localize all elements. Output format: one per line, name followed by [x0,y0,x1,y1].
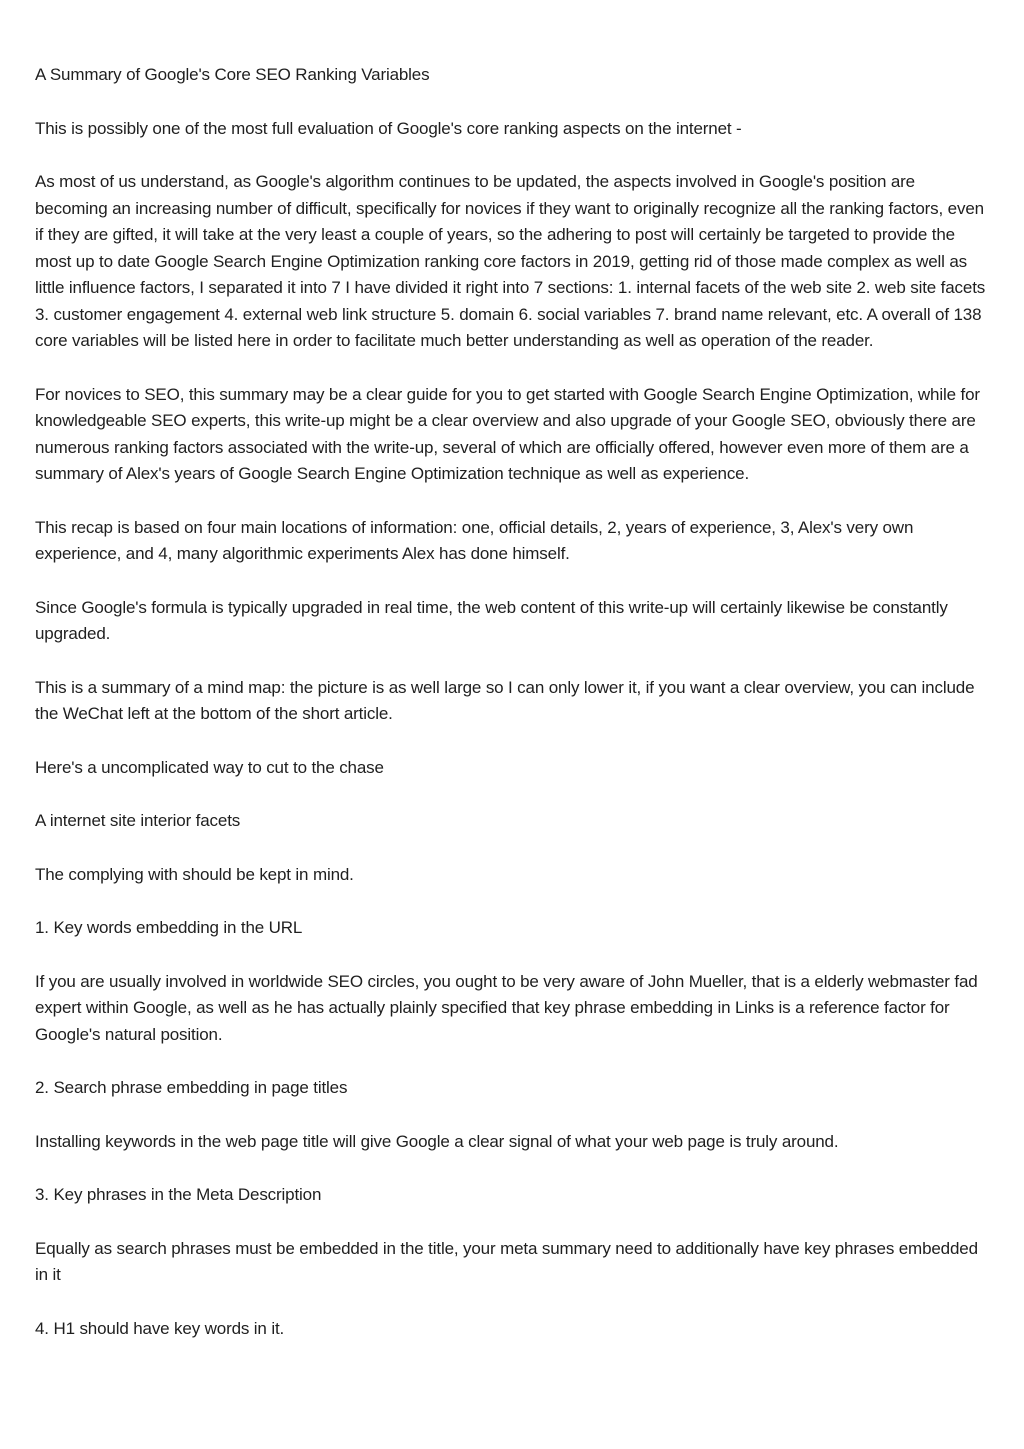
paragraph: This is possibly one of the most full evaluation of Google's core ranking aspects on the internet - [35,118,742,138]
paragraph: 4. H1 should have key words in it. [35,1318,285,1338]
paragraph: This recap is based on four main locations of information: one, official details, 2, years of experience, 3, Alex's very own experience, and 4, many algorithmic experiments Alex has done himself. [35,517,914,563]
paragraph: For novices to SEO, this summary may be a clear guide for you to get started with Google Search Engine Optimization, while for knowledgeable SEO experts, this write-up might be a clear overview and also upgrade of your Google SEO, obviously there are numerous ranking factors associated with the write-up, several of which are officially offered, however even more of them are a summary of Alex's years of Google Search Engine Optimization technique as well as experience. [35,384,980,483]
paragraph: 1. Key words embedding in the URL [35,918,303,937]
paragraph: A internet site interior facets [35,811,241,830]
paragraph: Installing keywords in the web page title will give Google a clear signal of what your web page is truly around. [35,1131,839,1151]
paragraph: Since Google's formula is typically upgraded in real time, the web content of this write-up will certainly likewise be constantly upgraded. [35,597,948,643]
paragraph: If you are usually involved in worldwide SEO circles, you ought to be very aware of John Mueller, that is a elderly webmaster fad expert within Google, as well as he has actually plainly specified that key phrase embedding in Links is a reference factor for Google's natural position. [35,971,978,1044]
paragraph: This is a summary of a mind map: the picture is as well large so I can only lower it, if you want a clear overview, you can include the WeChat left at the bottom of the short article. [35,677,975,723]
paragraph: As most of us understand, as Google's algorithm continues to be updated, the aspects involved in Google's position are becoming an increasing number of difficult, specifically for novices if they want to originally recognize all the ranking factors, even if they are gifted, it will take at the very least a couple of years, so the adhering to post will certainly be targeted to provide the most up to date Google Search Engine Optimization ranking core factors in 2019, getting rid of those made complex as well as little influence factors, I separated it into 7 I have divided it right into 7 sections: 1. internal facets of the web site 2. web site facets 3. customer engagement 4. external web link structure 5. domain 6. social variables 7. brand name relevant, etc. A overall of 138 core variables will be listed here in order to facilitate much better understanding as well as operation of the reader. [35,172,986,350]
paragraph: The complying with should be kept in mind. [35,864,354,884]
paragraph: Equally as search phrases must be embedded in the title, your meta summary need to additionally have key phrases embedded in it [35,1238,978,1284]
document-title: A Summary of Google's Core SEO Ranking Variables [35,65,430,84]
paragraph: 3. Key phrases in the Meta Description [35,1185,322,1204]
paragraph: Here's a uncomplicated way to cut to the chase [35,757,384,777]
paragraph: 2. Search phrase embedding in page titles [35,1078,348,1097]
